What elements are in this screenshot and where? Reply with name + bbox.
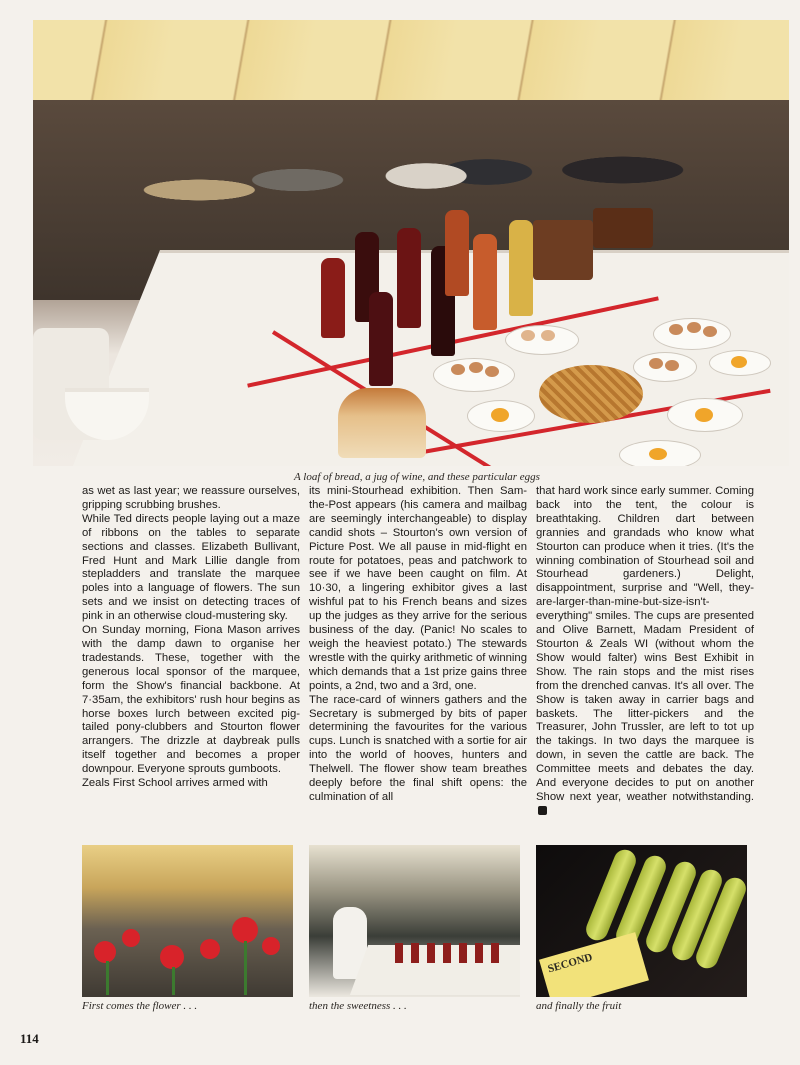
flower-stem	[106, 961, 109, 995]
fruit-caption: and finally the fruit	[536, 1000, 622, 1012]
egg	[521, 330, 535, 341]
egg	[469, 362, 483, 373]
cake	[533, 220, 593, 280]
paragraph-text: that hard work since early summer. Coming back into the tent, the colour is breathtaking. Children dart between grannies and grandads who know what Stourton can produce when it tries. (It's the winning combination of Stourhead soil and Stourhead gardeners.) Delight, disappointment, surprise and "Well, they-are-larger-than-mine-but-size-isn't-everything" smiles. The cups are presented and Olive Barnett, Madam President of Stourton & Zeals WI (without whom the Show would falter) wins Best Exhibit in Show. The rain stops and the mist rises from the drenched canvas. It's all over. The Show is taken away in carrier bags and baskets. The litter-pickers and the Treasurer, John Trussler, are left to tot up the takings. In two days the marquee is down, in seven the cattle are back. The Committee meets and debates the day. And everyone decides to put on another Show next year, weather notwithstanding.	[536, 485, 754, 803]
flower-stem	[172, 967, 175, 995]
egg	[665, 360, 679, 371]
egg	[541, 330, 555, 341]
jam-table-photo	[309, 845, 520, 997]
egg-yolk	[731, 356, 747, 368]
second-prize-card-text: SECOND	[546, 951, 594, 976]
egg	[649, 358, 663, 369]
wine-bottle	[473, 234, 497, 330]
end-of-article-icon	[538, 806, 547, 815]
red-flower	[94, 941, 116, 963]
wine-bottle	[445, 210, 469, 296]
egg	[703, 326, 717, 337]
egg-plate	[505, 325, 579, 355]
pea-pods-photo	[536, 845, 747, 997]
article-column-2	[309, 485, 527, 805]
second-prize-card	[539, 932, 649, 997]
hero-caption: A loaf of bread, a jug of wine, and these particular eggs	[294, 471, 540, 483]
article-column-3	[536, 485, 754, 819]
egg	[669, 324, 683, 335]
egg-yolk	[491, 408, 509, 422]
wine-bottle	[397, 228, 421, 328]
red-flower	[232, 917, 258, 943]
flower-caption: First comes the flower . . .	[82, 1000, 198, 1012]
flower-stem	[244, 941, 247, 995]
paragraph	[536, 485, 754, 819]
egg	[451, 364, 465, 375]
wine-bottle	[509, 220, 533, 316]
egg-yolk	[649, 448, 667, 460]
egg	[687, 322, 701, 333]
cake	[593, 208, 653, 248]
page-number: 114	[20, 1031, 39, 1046]
paragraph: its mini-Stourhead exhibition. Then Sam-the-Post appears (his camera and mailbag are seemingly interchangeable) to display candid shots – Stourton's own version of Picture Post. We all pause in mid-flight en route for potatoes, peas and patchwork to see if we have been caught on film. At 10·30, a lingering exhibitor gives a last wishful pat to his French beans and sizes up the judges as they arrive for the serious business of the day. (Panic! No scales to weigh the heaviest potato.) The stewards wrestle with the quirky arithmetic of winning which demands that a 1st prize gains three points, a 2nd, two and a 3rd, one.	[309, 485, 527, 692]
paragraph: While Ted directs people laying out a maze of ribbons on the tables to separate sections and classes. Elizabeth Bullivant, Fred Hunt and Mark Lillie dangle from stepladders and translate the marquee poles into a language of flowers. The sun sets and we insist on detecting traces of pink in an otherwise cloud-mustering sky.	[82, 512, 300, 623]
hero-photo	[33, 20, 789, 466]
red-flower	[122, 929, 140, 947]
egg-yolk	[695, 408, 713, 422]
red-flower	[262, 937, 280, 955]
loaf-of-bread	[338, 388, 426, 458]
egg	[485, 366, 499, 377]
paragraph: The race-card of winners gathers and the Secretary is submerged by bits of paper determining the favourites for the various cups. Lunch is snatched with a sortie for air into the world of hooves, hunters and Thelwell. The flower show team breathes deeply before the final shift opens: the culmination of all	[309, 693, 527, 803]
egg-basket	[539, 365, 643, 423]
article-column-1	[82, 485, 300, 791]
jam-jars	[395, 943, 505, 963]
wine-bottle	[321, 258, 345, 338]
flower-photo	[82, 845, 293, 997]
paragraph: On Sunday morning, Fiona Mason arrives with the damp dawn to organise her tradestands. These, together with the generous local sponsor of the marquee, form the Show's financial backbone. At 7·35am, the exhibitors' rush hour begins as horse boxes lurch between excited pig-tailed pony-clubbers and Stourton flower arrangers. The drizzle at daybreak pulls itself together and becomes a proper downpour. Everyone sprouts gumboots.	[82, 624, 300, 776]
sweetness-caption: then the sweetness . . .	[309, 1000, 407, 1012]
paragraph: Zeals First School arrives armed with	[82, 777, 268, 790]
wine-bottle	[369, 292, 393, 386]
red-flower	[160, 945, 184, 969]
paragraph: as wet as last year; we reassure ourselves, gripping scrubbing brushes.	[82, 485, 300, 511]
red-flower	[200, 939, 220, 959]
